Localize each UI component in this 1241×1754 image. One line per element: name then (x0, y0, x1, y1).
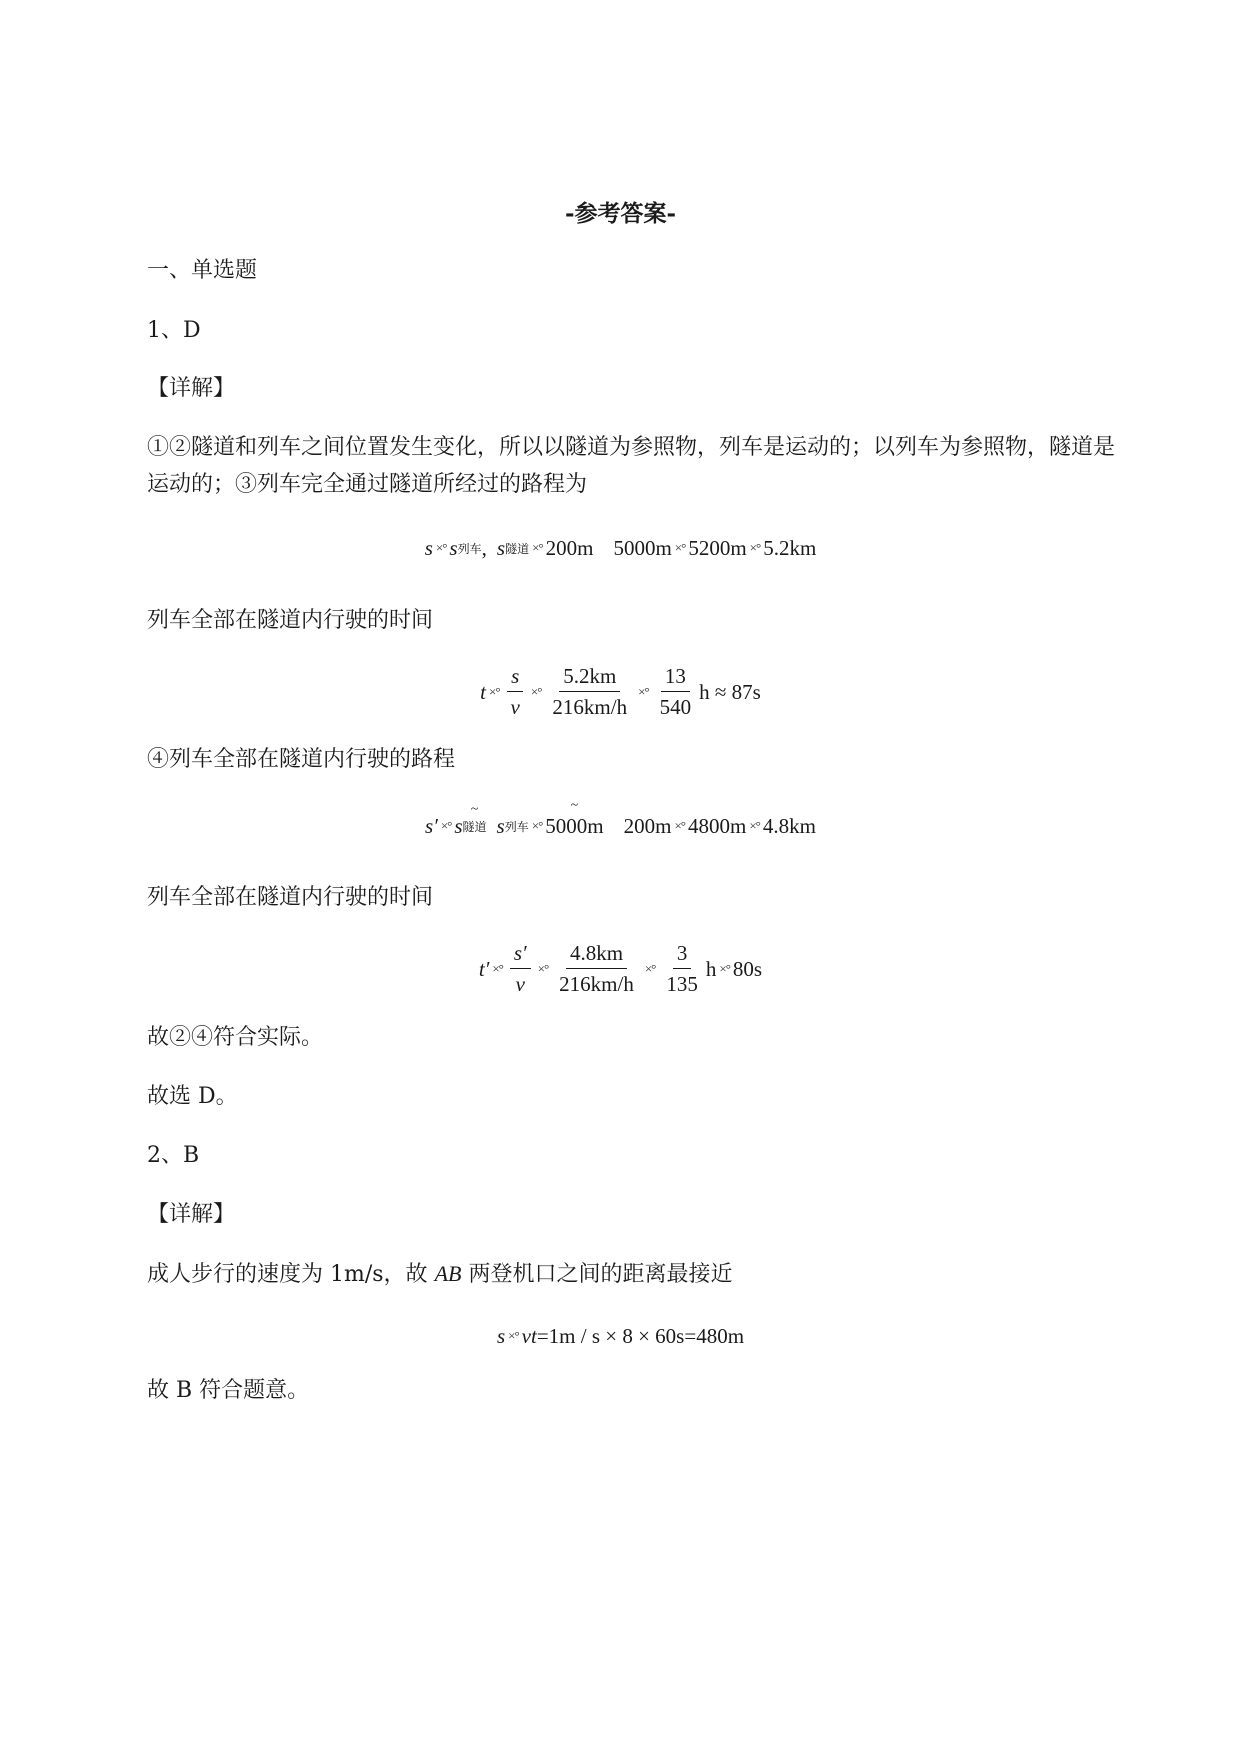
page-title: -参考答案- (564, 200, 677, 227)
q1-para-line-2: 运动的；③列车完全通过隧道所经过的路程为 (147, 472, 588, 497)
q1-conclusion: 故②④符合实际。 (147, 1025, 324, 1050)
question-1-label: 1、D (147, 318, 201, 343)
q1-time-label-1: 列车全部在隧道内行驶的时间 (147, 608, 434, 633)
q2-paragraph (147, 1259, 732, 1290)
q2-detail-tag: 【详解】 (147, 1202, 236, 1227)
q1-para-line-1: ①②隧道和列车之间位置发生变化，所以以隧道为参照物，列车是运动的；以列车为参照物，隧道是 (147, 435, 1116, 460)
question-2-label: 2、B (147, 1143, 200, 1168)
q2-para-suffix: 两登机口之间的距离最接近 (461, 1262, 733, 1287)
section-heading: 一、单选题 (147, 258, 258, 283)
q1-answer: 故选 D。 (147, 1084, 238, 1109)
q1-para-4: ④列车全部在隧道内行驶的路程 (147, 747, 456, 772)
q1-equation-2: t ×° $\frac{s}{v}$ ×° $\frac{5.2km}{216km/h}$ ×° $\frac{13}{540}$ h ≈ 87s (480, 664, 761, 719)
q1-equation-4: t′ ×° $\frac{s'}{v}$ ×° $\frac{4.8km}{216km/h}$ ×° $\frac{3}{135}$ h ×° 80s (478, 941, 763, 996)
q1-detail-tag: 【详解】 (147, 376, 236, 401)
q2-equation: s ×° vt =1m / s × 8 × 60s=480m (496, 1323, 745, 1348)
q2-para-ab: AB (434, 1261, 462, 1286)
q1-time-label-2: 列车全部在隧道内行驶的时间 (147, 885, 434, 910)
q2-para-prefix: 成人步行的速度为 1m/s，故 (147, 1262, 435, 1287)
q2-conclusion: 故 B 符合题意。 (147, 1378, 310, 1403)
q1-equation-1: s ×° s 列车 , s 隧道 ×° 200m 5000m ×° 5200m ×° 5.2km (424, 535, 817, 560)
q1-equation-3: s′ ×° s 隧道 ~ s 列车 ×° 5000m ~ 200m ×° 4800m ×° 4.8km (0, 808, 1241, 844)
